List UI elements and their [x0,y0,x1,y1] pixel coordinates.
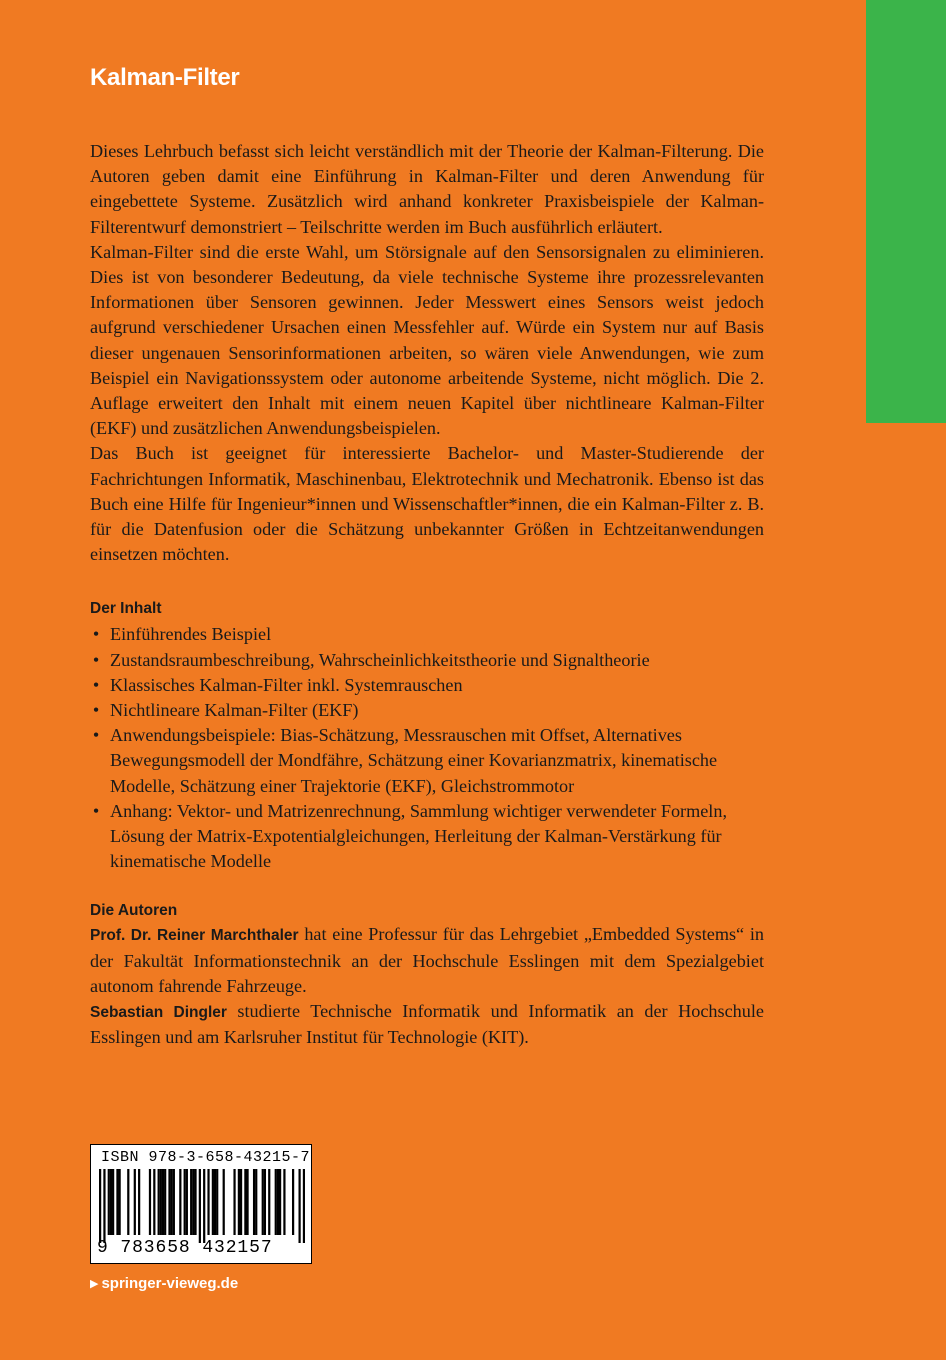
barcode-bar [212,1169,214,1235]
green-accent-bar [866,0,946,423]
intro-paragraph-2: Kalman-Filter sind die erste Wahl, um Störsignale auf den Sensorsignalen zu eliminieren. Dies ist von besonderer Bedeutung, da viele technische Systeme ihre prozessrelevanten Informationen über Sensoren gewinnen. Jeder Messwert eines Sensors weist jedoch aufgrund verschiedener Ursachen einen Messfehler auf. Würde ein System nur auf Basis dieser ungenauen Sensorinformationen arbeiten, so wären viele Anwendungen, wie zum Beispiel ein Navigationssystem oder autonome arbeitende Systeme, nicht möglich. Die 2. Auflage erweitert den Inhalt mit einem neuen Kapitel über nichtlineare Kalman-Filter (EKF) und zusätzlichen Anwendungsbeispielen. [90,241,764,439]
barcode-bar [171,1169,173,1235]
barcode-bar [240,1169,242,1235]
list-item-text: Anhang: Vektor- und Matrizenrechnung, Sammlung wichtiger verwendeter Formeln, Lösung der Matrix-Expotentialgleichungen, Herleitung der Kalman-Verstärkung für kinematische Modelle [110,800,728,872]
barcode-bar [164,1169,166,1235]
bullet-icon: • [92,725,100,746]
barcode-bar [203,1169,205,1243]
barcode-bar [127,1169,129,1235]
isbn-label: ISBN 978-3-658-43215-7 [101,1149,311,1166]
barcode-bar [238,1169,240,1235]
publisher-website[interactable] [90,1275,238,1292]
barcode-bar [246,1169,248,1235]
barcode-bar [110,1169,112,1235]
author-bio-text: studierte Technische Informatik und Informatik an der Hochschule Esslingen und am Karlsruher Institut für Technologie (KIT). [90,1001,764,1048]
list-item [90,622,764,647]
barcode-bar [116,1169,118,1235]
back-cover-content [90,139,764,1051]
barcode-bar [153,1169,155,1235]
barcode-bar [303,1169,305,1243]
contents-heading: Der Inhalt [90,600,162,618]
barcode-bar [138,1169,140,1235]
bullet-icon: • [92,700,100,721]
intro-paragraph-3: Das Buch ist geeignet für interessierte Bachelor- und Master-Studierende der Fachrichtungen Informatik, Maschinenbau, Elektrotechnik und Mechatronik. Ebenso ist das Buch eine Hilfe für Ingenieur*innen und Wissenschaftler*innen, die ein Kalman-Filter z. B. für die Datenfusion oder die Schätzung unbekannter Größen in Echtzeitanwendungen einsetzen möchten. [90,443,764,565]
list-item-text: Klassisches Kalman-Filter inkl. Systemrauschen [110,674,463,695]
barcode-bar [192,1169,194,1235]
list-item [90,799,764,875]
list-item [90,673,764,698]
list-item-text: Zustandsraumbeschreibung, Wahrscheinlichkeitstheorie und Signaltheorie [110,649,650,670]
barcode-bar [162,1169,164,1235]
barcode-bar [194,1169,196,1235]
list-item-text: Nichtlineare Kalman-Filter (EKF) [110,700,359,721]
barcode-bar [244,1169,246,1235]
bullet-icon: • [92,624,100,645]
barcode-bar [173,1169,175,1235]
list-item [90,698,764,723]
author-name: Sebastian Dingler [90,1004,227,1022]
barcode-bar [179,1169,181,1235]
barcode-bar [216,1169,218,1235]
list-item [90,648,764,673]
author-bio [90,922,764,999]
barcode-bar [184,1169,186,1235]
barcode-bar [149,1169,151,1235]
barcode-bar [298,1169,300,1243]
barcode-bar [279,1169,281,1235]
barcode-bar [268,1169,270,1235]
barcode-bar [255,1169,257,1235]
isbn-barcode-box [90,1144,312,1264]
barcode-bar [190,1169,192,1235]
arrow-right-icon: ▶ [90,1278,99,1290]
author-name: Prof. Dr. Reiner Marchthaler [90,927,299,945]
barcode-bar [108,1169,110,1235]
barcode-bar [160,1169,162,1235]
barcode-bar [233,1169,235,1235]
barcode-bar [199,1169,201,1243]
barcode-bar [168,1169,170,1235]
barcode-bar [253,1169,255,1235]
author-bio [90,999,764,1050]
barcode-bar [119,1169,121,1235]
barcode-bar [103,1169,105,1243]
barcode-bar [134,1169,136,1235]
author-bio-text: hat eine Professur für das Lehrgebiet „Embedded Systems“ in der Fakultät Informationstechnik an der Hochschule Esslingen mit dem Spezialgebiet autonom fahrende Fahrzeuge. [90,924,764,996]
bullet-icon: • [92,674,100,695]
bullet-icon: • [92,649,100,670]
book-title: Kalman-Filter [90,64,240,91]
list-item-text: Einführendes Beispiel [110,624,272,645]
barcode-bar [112,1169,114,1235]
website-link[interactable]: springer-vieweg.de [101,1275,239,1292]
barcode-bar [262,1169,264,1235]
bullet-icon: • [92,800,100,821]
list-item-text: Anwendungsbeispiele: Bias-Schätzung, Messrauschen mit Offset, Alternatives Bewegungsmodell der Mondfähre, Schätzung einer Kovarianzmatrix, kinematische Modelle, Schätzung einer Trajektorie (EKF), Gleichstrommotor [110,725,718,796]
barcode-bar [99,1169,101,1243]
barcode-bar [223,1169,225,1235]
barcode-bar [292,1169,294,1235]
barcode-bar [214,1169,216,1235]
barcode-icon [99,1169,305,1243]
barcode-bar [264,1169,266,1235]
barcode-bar [275,1169,277,1235]
barcode-bar [283,1169,285,1235]
isbn-digits: 9 783658 432157 [97,1238,273,1258]
barcode-bar [186,1169,188,1235]
list-item [90,723,764,799]
contents-list [90,622,764,874]
intro-paragraph-1: Dieses Lehrbuch befasst sich leicht verständlich mit der Theorie der Kalman-Filterung. Die Autoren geben damit eine Einführung in Kalman-Filter und deren Anwendung für eingebettete Systeme. Zusätzlich wird anhand konkreter Praxisbeispiele der Kalman-Filterentwurf demonstriert – Teilschritte werden im Buch ausführlich erläutert. [90,141,764,237]
barcode-bar [277,1169,279,1235]
barcode-bar [207,1169,209,1235]
authors-section [90,922,764,1050]
authors-heading: Die Autoren [90,902,178,920]
barcode-bar [158,1169,160,1235]
